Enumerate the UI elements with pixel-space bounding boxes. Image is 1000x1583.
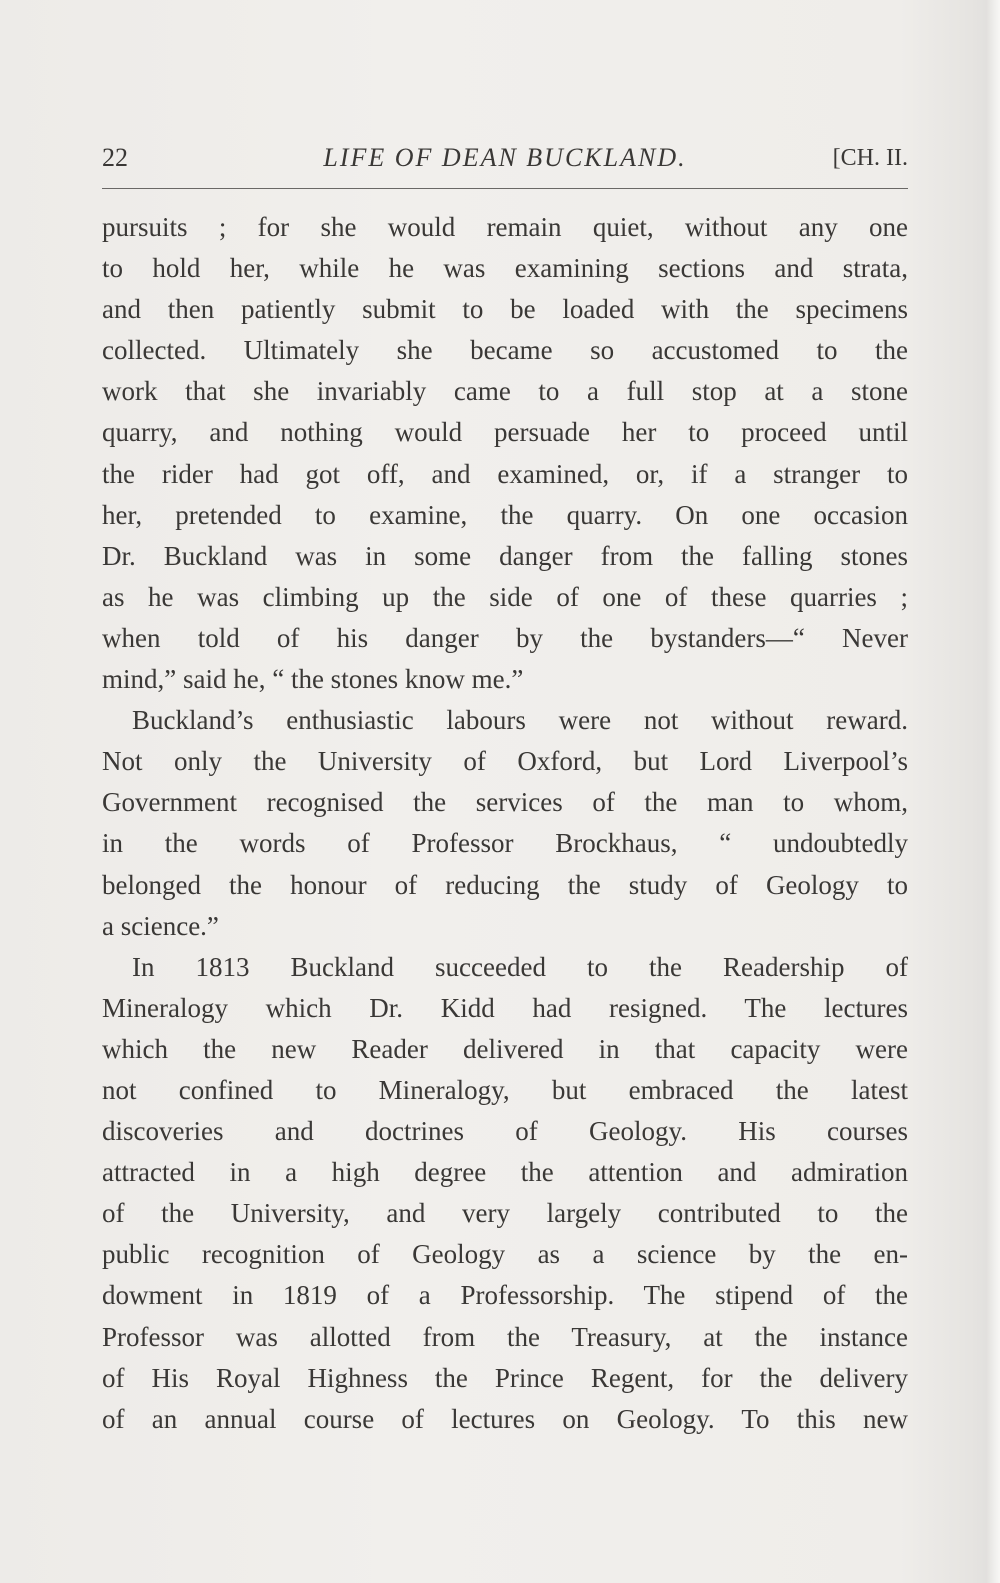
- page-number: 22: [102, 143, 128, 172]
- paragraph: [102, 947, 908, 1440]
- text-line: of His Royal Highness the Prince Regent, for the delivery: [102, 1362, 908, 1393]
- text-line: quarry, and nothing would persuade her to proceed until: [102, 417, 908, 448]
- text-line: the rider had got off, and examined, or, if a stranger to: [102, 458, 908, 489]
- header-rule: [102, 188, 908, 189]
- text-line: work that she invariably came to a full stop at a stone: [102, 376, 908, 407]
- text-line: a science.”: [102, 910, 219, 941]
- text-line: mind,” said he, “ the stones know me.”: [102, 664, 524, 695]
- text-line: not confined to Mineralogy, but embraced the latest: [102, 1074, 908, 1105]
- text-line: as he was climbing up the side of one of these quarries ;: [102, 581, 908, 612]
- text-line: to hold her, while he was examining sections and strata,: [102, 253, 908, 284]
- text-line: belonged the honour of reducing the study of Geology to: [102, 869, 908, 900]
- text-line: Not only the University of Oxford, but Lord Liverpool’s: [102, 746, 908, 777]
- chapter-label: [CH. II.: [832, 145, 908, 171]
- text-line: her, pretended to examine, the quarry. On one occasion: [102, 499, 908, 530]
- text-line: Buckland’s enthusiastic labours were not without reward.: [132, 705, 908, 736]
- text-line: Professor was allotted from the Treasury, at the instance: [102, 1321, 908, 1352]
- text-line: collected. Ultimately she became so accustomed to the: [102, 335, 908, 366]
- text-line: In 1813 Buckland succeeded to the Readership of: [132, 951, 908, 982]
- paragraph: [102, 207, 908, 700]
- text-line: of the University, and very largely contributed to the: [102, 1198, 908, 1229]
- text-line: Dr. Buckland was in some danger from the falling stones: [102, 540, 908, 571]
- text-line: dowment in 1819 of a Professorship. The stipend of the: [102, 1280, 908, 1311]
- text-line: attracted in a high degree the attention and admiration: [102, 1157, 908, 1188]
- text-line: of an annual course of lectures on Geology. To this new: [102, 1403, 908, 1434]
- running-title: LIFE OF DEAN BUCKLAND.: [323, 143, 687, 172]
- running-header: [102, 138, 908, 178]
- text-line: discoveries and doctrines of Geology. His courses: [102, 1116, 908, 1147]
- text-line: Government recognised the services of the man to whom,: [102, 787, 908, 818]
- text-line: public recognition of Geology as a science by the en-: [102, 1239, 908, 1270]
- spine-shadow: [970, 0, 1000, 1583]
- text-line: in the words of Professor Brockhaus, “ undoubtedly: [102, 828, 908, 859]
- text-line: pursuits ; for she would remain quiet, without any one: [102, 212, 908, 242]
- text-line: Mineralogy which Dr. Kidd had resigned. The lectures: [102, 992, 908, 1023]
- body-text: [102, 207, 908, 1440]
- text-line: when told of his danger by the bystanders—“ Never: [102, 622, 908, 653]
- text-line: which the new Reader delivered in that capacity were: [102, 1033, 908, 1064]
- paragraph: [102, 700, 908, 947]
- text-line: and then patiently submit to be loaded with the specimens: [102, 294, 908, 325]
